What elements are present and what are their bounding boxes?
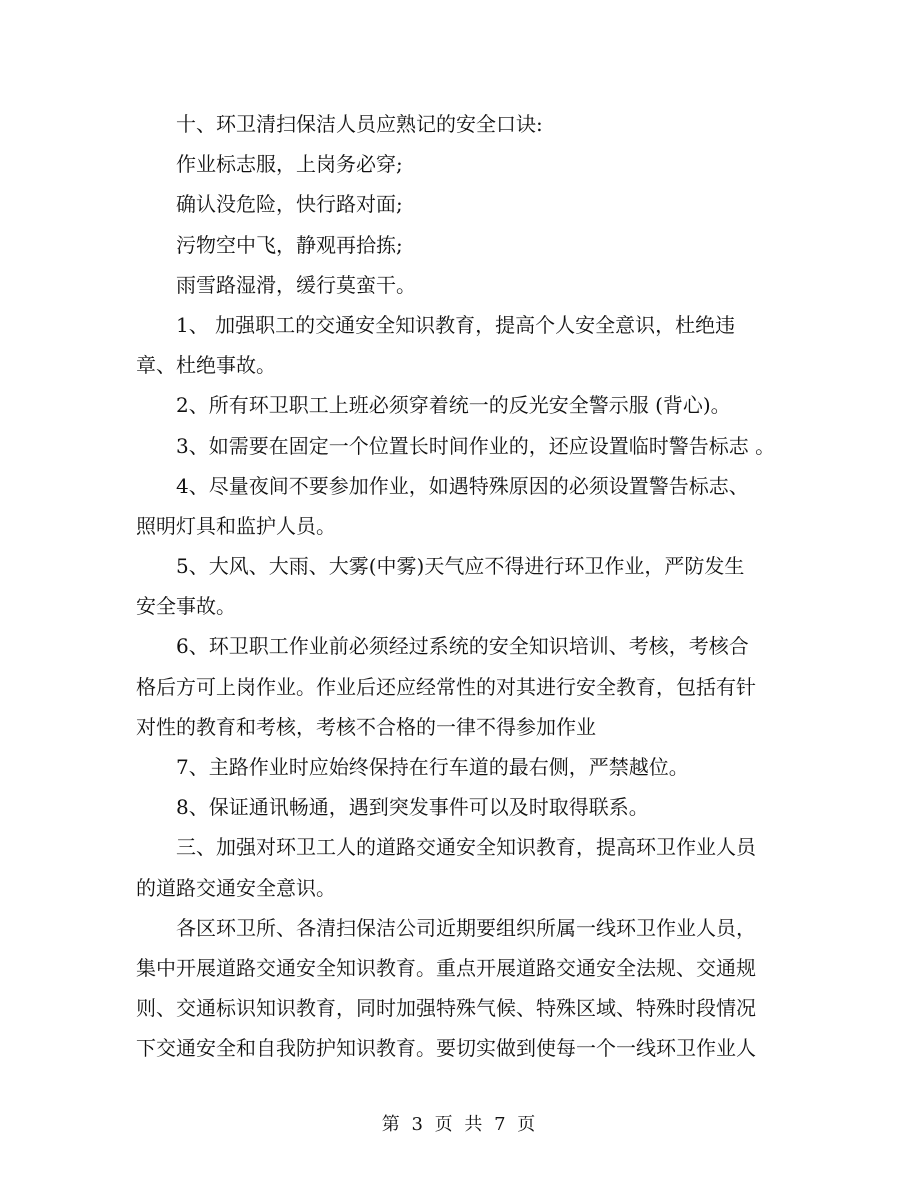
text-line: 章、杜绝事故。: [136, 353, 276, 378]
text-line: 7、主路作业时应始终保持在行车道的最右侧，严禁越位。: [176, 755, 689, 779]
text-line: 确认没危险，快行路对面;: [176, 192, 403, 217]
text-line: 的道路交通安全意识。: [136, 875, 336, 900]
text-line: 则、交通标识知识教育，同时加强特殊气候、特殊区域、特殊时段情况: [136, 996, 756, 1021]
text-line: 安全事故。: [136, 594, 236, 619]
text-line: 3、如需要在固定一个位置长时间作业的，还应设置临时警告标志 。: [176, 433, 776, 458]
text-line: 三、加强对环卫工人的道路交通安全知识教育，提高环卫作业人员: [176, 835, 756, 860]
page-footer: 第 3 页 共 7 页: [381, 1114, 539, 1135]
document-body: [136, 104, 796, 1069]
text-line: 5、大风、大雨、大雾(中雾)天气应不得进行环卫作业，严防发生: [176, 554, 745, 579]
text-line: 2、所有环卫职工上班必须穿着统一的反光安全警示服 (背心)。: [176, 393, 731, 418]
text-line: 作业标志服，上岗务必穿;: [176, 152, 403, 177]
text-line: 雨雪路湿滑，缓行莫蛮干。: [176, 272, 416, 297]
text-line: 4、尽量夜间不要参加作业，如遇特殊原因的必须设置警告标志、: [176, 473, 749, 498]
text-line: 8、保证通讯畅通，遇到突发事件可以及时取得联系。: [176, 795, 649, 820]
text-line: 对性的教育和考核，考核不合格的一律不得参加作业: [136, 714, 596, 739]
text-line: 污物空中飞，静观再拾拣;: [176, 232, 403, 257]
text-line: 6、环卫职工作业前必须经过系统的安全知识培训、考核，考核合: [176, 634, 749, 659]
text-line: 照明灯具和监护人员。: [136, 513, 336, 538]
text-line: 集中开展道路交通安全知识教育。重点开展道路交通安全法规、交通规: [136, 955, 756, 980]
text-line: 下交通安全和自我防护知识教育。要切实做到使每一个一线环卫作业人: [136, 1036, 756, 1061]
text-line: 各区环卫所、各清扫保洁公司近期要组织所属一线环卫作业人员，: [176, 915, 756, 940]
text-line: 1、 加强职工的交通安全知识教育，提高个人安全意识，杜绝违: [176, 312, 736, 337]
text-line: 格后方可上岗作业。作业后还应经常性的对其进行安全教育，包括有针: [136, 674, 756, 699]
text-line: 十、环卫清扫保洁人员应熟记的安全口诀:: [176, 112, 543, 136]
